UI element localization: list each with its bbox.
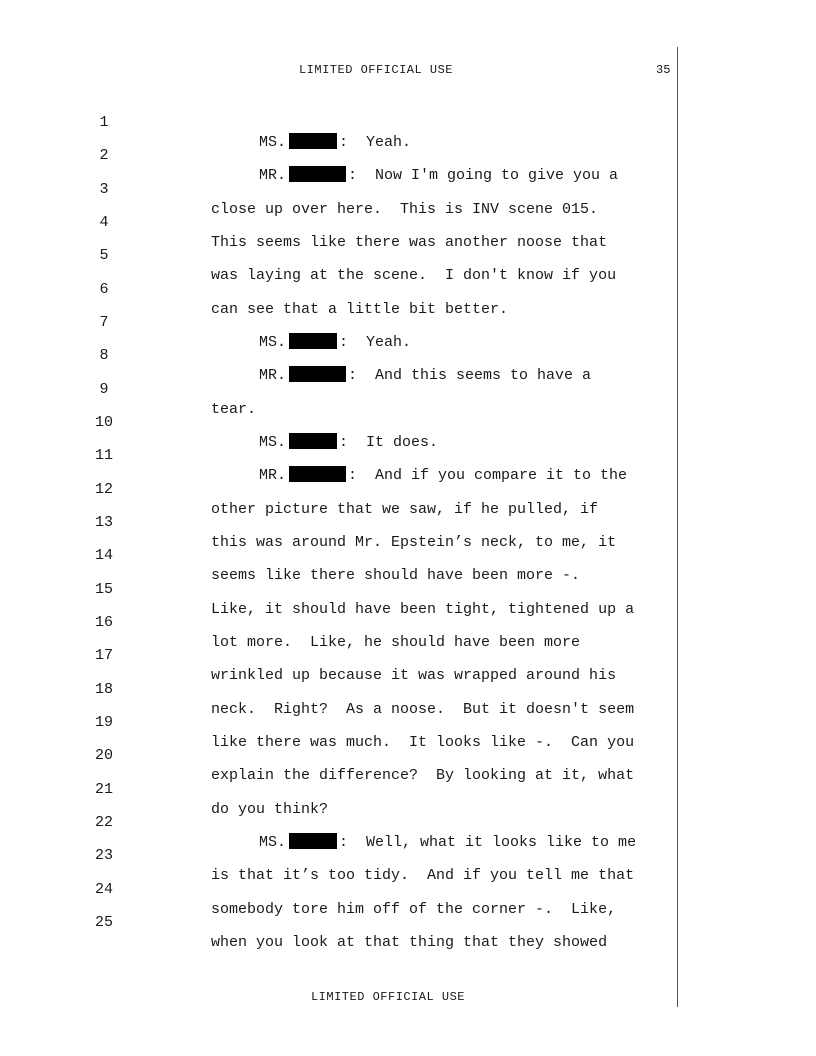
transcript-line xyxy=(0,860,676,918)
line-text: like there was much. It looks like -. Can you xyxy=(211,734,635,751)
line-number: 13 xyxy=(94,514,113,531)
line-text: This seems like there was another noose that xyxy=(211,234,608,251)
line-text: was laying at the scene. I don't know if you xyxy=(211,267,617,284)
line-number: 6 xyxy=(99,281,109,298)
line-number: 15 xyxy=(94,581,113,598)
transcript-line xyxy=(0,226,676,284)
line-number: 8 xyxy=(99,347,109,364)
transcript-line xyxy=(0,260,676,318)
line-number: 20 xyxy=(94,747,113,764)
transcript-line xyxy=(0,460,676,518)
line-text: neck. Right? As a noose. But it doesn't seem xyxy=(211,701,635,718)
footer-classification: LIMITED OFFICIAL USE xyxy=(310,990,466,1004)
speech-text: : It does. xyxy=(339,434,439,451)
line-number: 10 xyxy=(94,414,113,431)
transcript-line xyxy=(0,626,676,684)
transcript-line xyxy=(0,93,676,151)
speech-text: : Well, what it looks like to me xyxy=(339,834,637,851)
transcript-line xyxy=(0,693,676,751)
line-text: wrinkled up because it was wrapped around his xyxy=(211,667,617,684)
line-text: lot more. Like, he should have been more xyxy=(211,634,581,651)
line-text: seems like there should have been more -. xyxy=(211,567,581,584)
speech-text: : And if you compare it to the xyxy=(348,467,628,484)
line-number: 17 xyxy=(94,647,113,664)
line-text: explain the difference? By looking at it, what xyxy=(211,767,635,784)
transcript-line xyxy=(0,360,676,418)
speaker-title: MS. xyxy=(259,834,287,851)
line-number: 2 xyxy=(99,147,109,164)
transcript-line xyxy=(0,760,676,818)
line-text: close up over here. This is INV scene 015. xyxy=(211,201,599,218)
transcript-line xyxy=(0,193,676,251)
line-text: when you look at that thing that they showed xyxy=(211,934,608,951)
line-number: 23 xyxy=(94,847,113,864)
line-number: 25 xyxy=(94,914,113,931)
transcript-line xyxy=(0,826,676,884)
line-number: 21 xyxy=(94,781,113,798)
line-number: 1 xyxy=(99,114,109,131)
transcript-line xyxy=(0,660,676,718)
speaker-title: MR. xyxy=(259,167,287,184)
speaker-title: MR. xyxy=(259,367,287,384)
transcript-line xyxy=(0,593,676,651)
transcript-line xyxy=(0,426,676,484)
line-number: 11 xyxy=(94,447,113,464)
line-text: do you think? xyxy=(211,801,329,818)
transcript-line xyxy=(0,493,676,551)
line-text: can see that a little bit better. xyxy=(211,301,509,318)
transcript-line xyxy=(0,726,676,784)
line-number: 19 xyxy=(94,714,113,731)
transcript-line xyxy=(0,160,676,218)
line-number: 5 xyxy=(99,247,109,264)
line-number: 22 xyxy=(94,814,113,831)
transcript-line xyxy=(0,793,676,851)
line-number: 7 xyxy=(99,314,109,331)
speaker-title: MR. xyxy=(259,467,287,484)
line-text: other picture that we saw, if he pulled, if xyxy=(211,501,599,518)
line-text: is that it’s too tidy. And if you tell me that xyxy=(211,867,635,884)
speech-text: : Now I'm going to give you a xyxy=(348,167,619,184)
line-text: this was around Mr. Epstein’s neck, to me, it xyxy=(211,534,617,551)
line-number: 16 xyxy=(94,614,113,631)
transcript-line xyxy=(0,326,676,384)
speaker-title: MS. xyxy=(259,334,287,351)
speech-text: : Yeah. xyxy=(339,134,412,151)
line-text: Like, it should have been tight, tightened up a xyxy=(211,601,635,618)
line-number: 9 xyxy=(99,381,109,398)
speaker-title: MS. xyxy=(259,134,287,151)
transcript-line xyxy=(0,393,676,451)
right-margin-rule xyxy=(677,47,678,1007)
transcript-line xyxy=(0,893,676,951)
line-text: tear. xyxy=(211,401,257,418)
line-number: 24 xyxy=(94,881,113,898)
transcript-line xyxy=(0,293,676,351)
line-number: 18 xyxy=(94,681,113,698)
line-number: 3 xyxy=(99,181,109,198)
line-number: 4 xyxy=(99,214,109,231)
transcript-line xyxy=(0,526,676,584)
transcript-line xyxy=(0,560,676,618)
line-number: 12 xyxy=(94,481,113,498)
header-classification: LIMITED OFFICIAL USE xyxy=(298,63,454,77)
page-number: 35 xyxy=(656,63,671,77)
speaker-title: MS. xyxy=(259,434,287,451)
speech-text: : And this seems to have a xyxy=(348,367,592,384)
speech-text: : Yeah. xyxy=(339,334,412,351)
transcript-line xyxy=(0,126,676,184)
line-number: 14 xyxy=(94,547,113,564)
line-text: somebody tore him off of the corner -. Like, xyxy=(211,901,617,918)
